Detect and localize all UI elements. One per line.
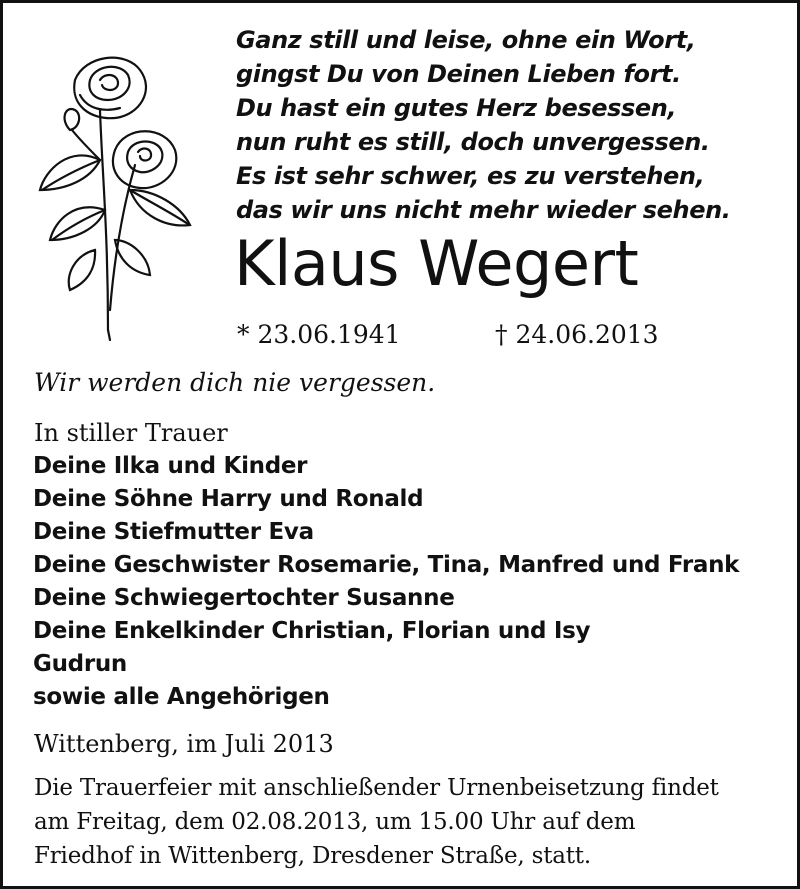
poem-line: das wir uns nicht mehr wieder sehen. [236, 196, 731, 224]
mourner: Deine Söhne Harry und Ronald [33, 486, 424, 512]
mourner: Deine Stiefmutter Eva [33, 519, 314, 545]
mourner: Deine Schwiegertochter Susanne [33, 585, 455, 611]
funeral-line: am Freitag, dem 02.08.2013, um 15.00 Uhr auf dem [34, 809, 636, 835]
poem-line: nun ruht es still, doch unvergessen. [236, 128, 710, 156]
mourner: Deine Ilka und Kinder [33, 453, 308, 479]
mourner: Gudrun [33, 651, 128, 677]
funeral-info [34, 771, 719, 873]
death-date: † 24.06.2013 [495, 320, 659, 349]
funeral-line: Die Trauerfeier mit anschließender Urnenbeisetzung findet [34, 775, 719, 801]
mourner: Deine Geschwister Rosemarie, Tina, Manfred und Frank [33, 552, 740, 578]
poem-line: Du hast ein gutes Herz besessen, [236, 94, 677, 122]
poem-line: gingst Du von Deinen Lieben fort. [236, 60, 681, 88]
mourners-list [33, 450, 739, 714]
mourner: sowie alle Angehörigen [33, 684, 330, 710]
mourner: Deine Enkelkinder Christian, Florian und Isy [33, 618, 591, 644]
rose-icon [30, 50, 200, 345]
poem-line: Ganz still und leise, ohne ein Wort, [236, 26, 696, 54]
birth-date: * 23.06.1941 [237, 320, 401, 349]
place-date: Wittenberg, im Juli 2013 [34, 730, 334, 758]
funeral-line: Friedhof in Wittenberg, Dresdener Straße, statt. [34, 843, 591, 869]
mourning-intro: In stiller Trauer [34, 419, 228, 447]
motto: Wir werden dich nie vergessen. [34, 368, 436, 397]
poem-line: Es ist sehr schwer, es zu verstehen, [236, 162, 705, 190]
poem [236, 23, 776, 227]
deceased-name: Klaus Wegert [234, 227, 639, 300]
